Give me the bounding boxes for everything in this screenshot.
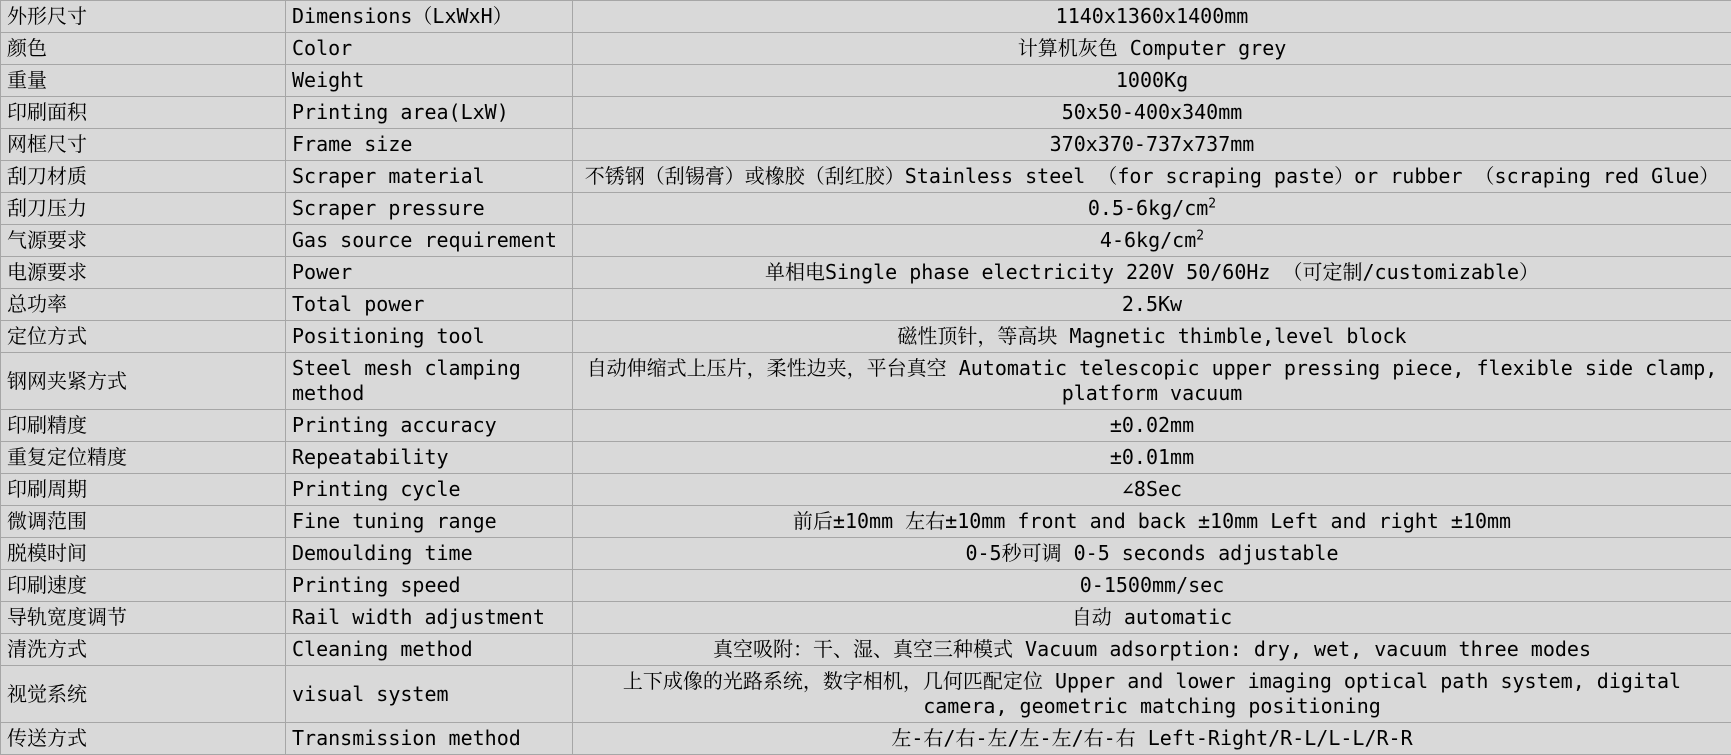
spec-name-cn: 脱模时间: [1, 538, 286, 570]
table-row: [1, 666, 1731, 723]
spec-value: [573, 225, 1731, 257]
spec-value: 左-右/右-左/左-左/右-右 Left-Right/R-L/L-L/R-R: [573, 723, 1731, 755]
spec-name-en: Total power: [286, 289, 573, 321]
spec-name-en: Rail width adjustment: [286, 602, 573, 634]
spec-name-cn: 微调范围: [1, 506, 286, 538]
spec-value: 不锈钢（刮锡膏）或橡胶（刮红胶）Stainless steel （for scraping paste）or rubber （scraping red Glue）: [573, 161, 1731, 193]
spec-value: 真空吸附：干、湿、真空三种模式 Vacuum adsorption: dry, wet, vacuum three modes: [573, 634, 1731, 666]
spec-value: 1000Kg: [573, 65, 1731, 97]
spec-name-en: Color: [286, 33, 573, 65]
table-row: [1, 723, 1731, 755]
table-row: [1, 538, 1731, 570]
spec-name-cn: 印刷周期: [1, 474, 286, 506]
spec-value: 370x370-737x737mm: [573, 129, 1731, 161]
spec-value: ±0.02mm: [573, 410, 1731, 442]
spec-value-base: 0.5-6kg/cm: [1088, 196, 1208, 220]
spec-name-cn: 刮刀压力: [1, 193, 286, 225]
table-row: [1, 129, 1731, 161]
spec-value: 0-1500mm/sec: [573, 570, 1731, 602]
spec-name-en: Power: [286, 257, 573, 289]
spec-value: ±0.01mm: [573, 442, 1731, 474]
spec-name-cn: 重复定位精度: [1, 442, 286, 474]
spec-name-cn: 外形尺寸: [1, 1, 286, 33]
spec-name-en: Transmission method: [286, 723, 573, 755]
table-row: [1, 289, 1731, 321]
spec-name-en: Scraper pressure: [286, 193, 573, 225]
spec-name-en: Cleaning method: [286, 634, 573, 666]
spec-name-cn: 印刷面积: [1, 97, 286, 129]
spec-name-en: Fine tuning range: [286, 506, 573, 538]
spec-value-superscript: 2: [1208, 196, 1216, 211]
spec-value: 计算机灰色 Computer grey: [573, 33, 1731, 65]
spec-name-cn: 总功率: [1, 289, 286, 321]
table-row: [1, 1, 1731, 33]
spec-name-en: Printing speed: [286, 570, 573, 602]
spec-value: ∠8Sec: [573, 474, 1731, 506]
specification-table-body: [1, 1, 1731, 755]
table-row: [1, 353, 1731, 410]
spec-name-cn: 视觉系统: [1, 666, 286, 723]
spec-name-en: Steel mesh clamping method: [286, 353, 573, 410]
spec-value: 上下成像的光路系统，数字相机，几何匹配定位 Upper and lower imaging optical path system, digital camera, geometric matching positioning: [573, 666, 1731, 723]
spec-name-cn: 颜色: [1, 33, 286, 65]
table-row: [1, 97, 1731, 129]
spec-name-cn: 印刷精度: [1, 410, 286, 442]
spec-name-cn: 传送方式: [1, 723, 286, 755]
spec-value: 单相电Single phase electricity 220V 50/60Hz （可定制/customizable）: [573, 257, 1731, 289]
spec-name-en: Positioning tool: [286, 321, 573, 353]
spec-value: 0-5秒可调 0-5 seconds adjustable: [573, 538, 1731, 570]
spec-name-cn: 气源要求: [1, 225, 286, 257]
spec-name-en: Printing area(LxW): [286, 97, 573, 129]
table-row: [1, 410, 1731, 442]
spec-value: 1140x1360x1400mm: [573, 1, 1731, 33]
table-row: [1, 65, 1731, 97]
table-row: [1, 321, 1731, 353]
table-row: [1, 225, 1731, 257]
table-row: [1, 193, 1731, 225]
table-row: [1, 506, 1731, 538]
spec-name-en: Scraper material: [286, 161, 573, 193]
table-row: [1, 570, 1731, 602]
spec-name-cn: 刮刀材质: [1, 161, 286, 193]
table-row: [1, 161, 1731, 193]
spec-name-cn: 重量: [1, 65, 286, 97]
table-row: [1, 442, 1731, 474]
spec-value: 50x50-400x340mm: [573, 97, 1731, 129]
spec-name-en: Gas source requirement: [286, 225, 573, 257]
spec-name-en: Dimensions（LxWxH）: [286, 1, 573, 33]
spec-name-cn: 导轨宽度调节: [1, 602, 286, 634]
spec-name-en: Weight: [286, 65, 573, 97]
table-row: [1, 474, 1731, 506]
table-row: [1, 602, 1731, 634]
spec-value: 自动伸缩式上压片，柔性边夹，平台真空 Automatic telescopic upper pressing piece, flexible side clamp, platform vacuum: [573, 353, 1731, 410]
spec-name-cn: 钢网夹紧方式: [1, 353, 286, 410]
spec-name-en: Repeatability: [286, 442, 573, 474]
spec-name-en: Demoulding time: [286, 538, 573, 570]
spec-value-superscript: 2: [1196, 228, 1204, 243]
table-row: [1, 257, 1731, 289]
spec-name-en: Printing cycle: [286, 474, 573, 506]
spec-value: [573, 193, 1731, 225]
spec-name-en: Frame size: [286, 129, 573, 161]
spec-name-cn: 网框尺寸: [1, 129, 286, 161]
table-row: [1, 33, 1731, 65]
spec-name-cn: 印刷速度: [1, 570, 286, 602]
spec-name-en: visual system: [286, 666, 573, 723]
spec-name-cn: 定位方式: [1, 321, 286, 353]
spec-value: 磁性顶针，等高块 Magnetic thimble,level block: [573, 321, 1731, 353]
spec-name-cn: 清洗方式: [1, 634, 286, 666]
spec-value-base: 4-6kg/cm: [1100, 228, 1196, 252]
spec-value: 自动 automatic: [573, 602, 1731, 634]
spec-value: 2.5Kw: [573, 289, 1731, 321]
spec-value: 前后±10mm 左右±10mm front and back ±10mm Left and right ±10mm: [573, 506, 1731, 538]
spec-name-en: Printing accuracy: [286, 410, 573, 442]
spec-name-cn: 电源要求: [1, 257, 286, 289]
